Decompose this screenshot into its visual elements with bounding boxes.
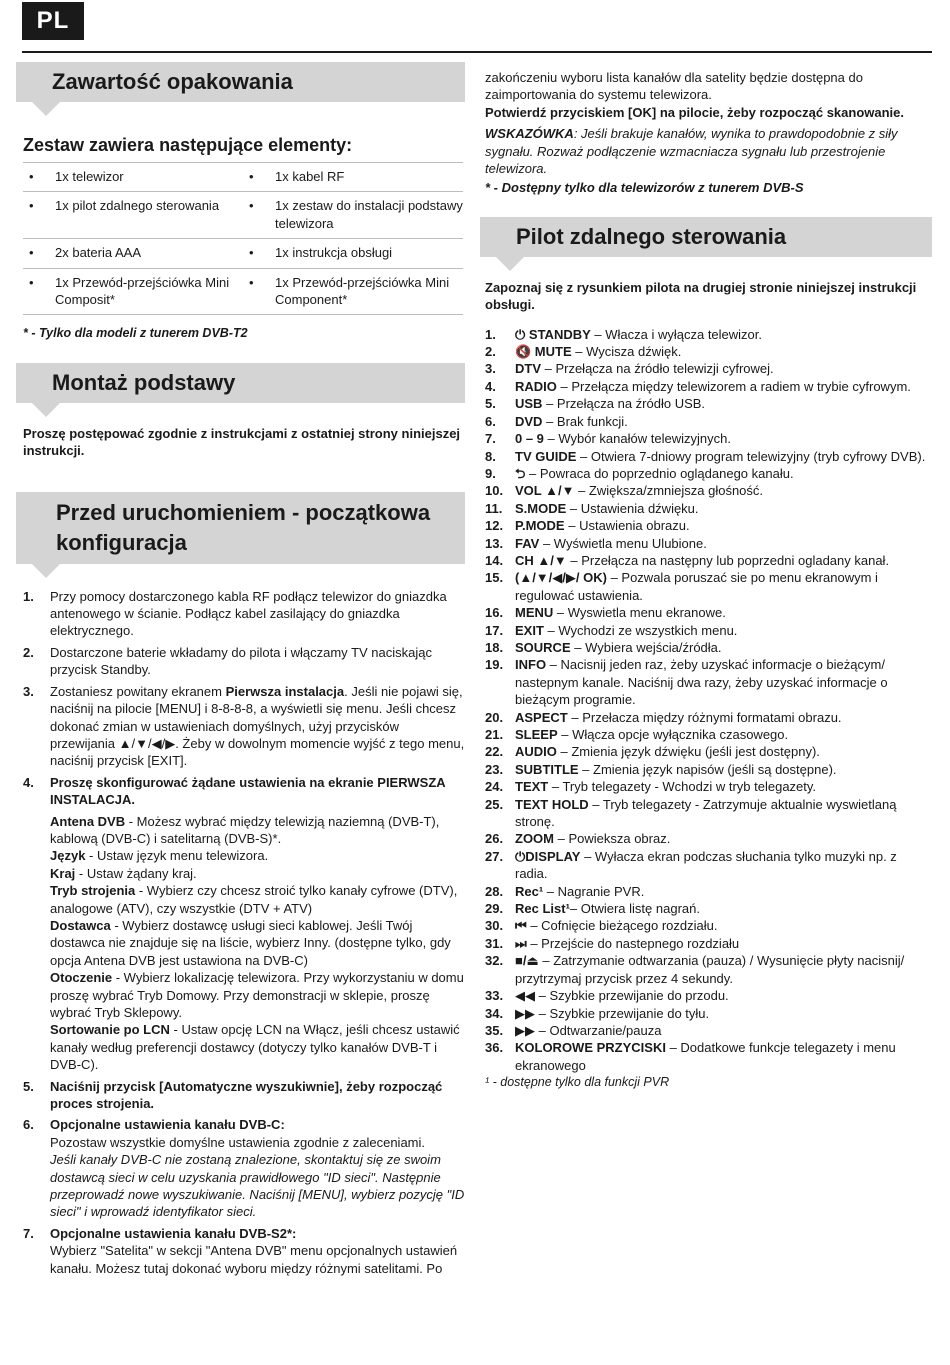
item-number: 14. (485, 552, 504, 568)
remote-button-name: MUTE (531, 344, 572, 360)
remote-button-name: KOLOROWE PRZYCISKI (515, 1040, 666, 1056)
item-text: 1x zestaw do instalacji podstawy telewizora (275, 198, 463, 231)
remote-button-name: DISPLAY (525, 848, 581, 864)
item-text (515, 552, 932, 569)
item-number: 24. (485, 779, 504, 795)
item-text: 1x telewizor (55, 169, 124, 184)
item-text (515, 413, 932, 430)
step-text: Przy pomocy dostarczonego kabla RF podłącz telewizor do gniazdka antenowego w ścianie. Podłącz kabel zasilający do gniazdka elektrycznego. (50, 588, 447, 639)
left-column (16, 62, 465, 1281)
remote-button-desc: – Wyświetla menu Ulubione. (539, 535, 707, 551)
table-cell (243, 268, 463, 315)
remote-button-desc: – Przełącza na następny lub poprzedni ogladany kanał. (566, 552, 890, 568)
step-text (50, 774, 465, 1074)
item-text (515, 395, 932, 412)
item-number: 3. (485, 361, 496, 377)
item-number: 9. (485, 465, 496, 481)
item-text (515, 622, 932, 639)
package-subheading: Zestaw zawiera następujące elementy: (23, 135, 353, 155)
continued-text (485, 69, 932, 121)
item-text (515, 935, 932, 952)
item-number: 22. (485, 744, 504, 760)
remote-button-name: USB (515, 396, 543, 412)
item-number: 28. (485, 883, 504, 899)
item-text (515, 569, 932, 604)
remote-button-name: SUBTITLE (515, 761, 579, 777)
remote-button-name: MENU (515, 605, 554, 621)
remote-button-name: TV GUIDE (515, 448, 577, 464)
remote-button-desc: – Wycisza dźwięk. (571, 344, 682, 360)
step-6-text: Pozostaw wszystkie domyślne ustawienia zgodnie z zaleceniami. (50, 1134, 426, 1150)
item-number: 17. (485, 622, 504, 638)
table-cell (243, 163, 463, 192)
remote-button-desc: – Otwiera listę nagrań. (569, 901, 700, 917)
remote-item (480, 761, 932, 778)
step-7-text: Wybierz "Satelita" w sekcji "Antena DVB" menu opcjonalnych ustawień kanału. Możesz tutaj dokonać wyboru między różnymi satelitami. Po (50, 1243, 458, 1276)
remote-button-icon: ⏭ (515, 935, 527, 951)
item-text (515, 656, 932, 708)
remote-item (480, 622, 932, 639)
remote-button-name: EXIT (515, 622, 544, 638)
step-number: 1. (23, 588, 34, 604)
remote-button-icon: ▶▶ (515, 1022, 535, 1038)
item-text (515, 639, 932, 656)
remote-heading: Pilot zdalnego sterowania (480, 217, 932, 257)
setting-environment (50, 969, 465, 1021)
item-number: 18. (485, 639, 504, 655)
remote-button-desc: – Wybiera wejścia/źródła. (570, 639, 722, 655)
setting-lcn (50, 1021, 465, 1073)
item-text (515, 517, 932, 534)
item-number: 33. (485, 988, 504, 1004)
remote-item (480, 900, 932, 917)
item-number: 8. (485, 448, 496, 464)
remote-button-desc: – Zatrzymanie odtwarzania (pauza) / Wysunięcie płyty nacisnij/ przytrzymaj przycisk przez 4 sekundy. (515, 953, 905, 986)
step-6-italic: Jeśli kanały DVB-C nie zostaną znalezione, skontaktuj się ze swoim dostawcą sieci w celu uzyskania prawidłowego "ID sieci". Następnie przeprowadź nowe wyszukiwanie. Naciśnij [MENU], wybierz pozycję "ID sieci" i wprowadź identyfikator sieci. (50, 1152, 465, 1220)
step-number: 3. (23, 683, 34, 699)
item-number: 5. (485, 396, 496, 412)
step-text: Naciśnij przycisk [Automatyczne wyszukiwnie], żeby rozpocząć proces strojenia. (50, 1078, 443, 1112)
list-item (243, 168, 463, 185)
remote-button-desc: – Przełacza między różnymi formatami obrazu. (567, 709, 842, 725)
item-text (515, 952, 932, 987)
item-text: 1x instrukcja obsługi (275, 245, 393, 261)
remote-button-desc: – Powraca do poprzednio oglądanego kanału. (525, 465, 794, 481)
list-item (23, 168, 243, 185)
remote-button-desc: – Dodatkowe funkcje telegazety i menu ekranowego (515, 1040, 896, 1073)
item-number: 16. (485, 605, 504, 621)
item-number: 11. (485, 500, 503, 516)
top-rule (22, 51, 932, 53)
remote-button-desc: – Szybkie przewijanie do tyłu. (535, 1005, 710, 1021)
setting-country (50, 865, 465, 882)
remote-item (480, 883, 932, 900)
remote-item (480, 656, 932, 708)
stand-text: Proszę postępować zgodnie z instrukcjami z ostatniej strony niniejszej instrukcji. (23, 425, 461, 459)
step-number: 7. (23, 1225, 34, 1241)
setup-step-2 (16, 644, 465, 679)
item-text (515, 535, 932, 552)
setting-desc: - Możesz wybrać między telewizją naziemną (DVB-T), kablową (DVB-C) i satelitarną (DVB-S)*. (50, 813, 440, 846)
step-text (50, 1116, 465, 1220)
setup-step-4 (16, 774, 465, 1074)
tip-text: : Jeśli brakuje kanałów, wynika to prawdopodobnie z siły sygnału. Rozważ podłączenie wzmacniacza sygnału lub przestrojenie telewizora. (485, 126, 898, 177)
remote-button-name: STANDBY (525, 326, 591, 342)
setting-desc: - Ustaw żądany kraj. (75, 865, 197, 881)
remote-button-desc: – Powieksza obraz. (554, 831, 671, 847)
item-text: 1x Przewód-przejściówka Mini Composit* (55, 274, 230, 308)
setting-desc: - Ustaw opcję LCN na Włącz, jeśli chcesz ustawić kanały według preferencji dostawcy (dotyczy tylko kanałów DVB-T i DVB-C). (50, 1022, 460, 1073)
item-text (515, 430, 932, 447)
remote-button-icon: ■/⏏ (515, 953, 539, 969)
remote-button-name: SLEEP (515, 727, 558, 742)
remote-button-desc: – Otwiera 7-dniowy program telewizyjny (tryb cyfrowy DVB). (576, 448, 926, 464)
continued-bold: Potwierdź przyciskiem [OK] na pilocie, żeby rozpocząć skanowanie. (485, 104, 905, 120)
list-item (23, 274, 243, 309)
step-4-title: Proszę skonfigurować żądane ustawienia na ekranie PIERWSZA INSTALACJA. (50, 774, 446, 808)
package-note: * - Tylko dla modeli z tunerem DVB-T2 (23, 326, 248, 341)
remote-button-name: ASPECT (515, 709, 568, 725)
setting-desc: - Wybierz dostawcę usługi sieci kablowej. Jeśli Twój dostawca nie znajduje się na liście, wybierz Inny. (dostępne tylko, gdy opcja Antena DVB jest ustawiona na DVB-C) (50, 917, 451, 968)
item-number: 2. (485, 344, 496, 360)
remote-button-desc: – Odtwarzanie/pauza (535, 1022, 662, 1038)
remote-item (480, 709, 932, 726)
setup-heading-line1: Przed uruchomieniem - początkowa (56, 499, 431, 525)
remote-button-desc: – Przełącza na źródło telewizji cyfrowej. (541, 361, 774, 377)
remote-item (480, 1039, 932, 1074)
setup-step-5 (16, 1078, 465, 1113)
item-text (515, 743, 932, 760)
remote-button-desc: – Tryb telegazety - Zatrzymuje aktualnie wyswietlaną stronę. (515, 796, 897, 830)
setup-step-3 (16, 683, 465, 770)
setup-heading (16, 492, 465, 564)
remote-button-name: VOL ▲/▼ (515, 483, 575, 499)
remote-item (480, 726, 932, 743)
first-install-label: Pierwsza instalacja (225, 683, 345, 699)
remote-item (480, 848, 932, 883)
remote-intro: Zapoznaj się z rysunkiem pilota na drugiej stronie niniejszej instrukcji obsługi. (485, 279, 917, 313)
item-text (515, 1022, 932, 1039)
remote-item (480, 413, 932, 430)
item-text: 1x pilot zdalnego sterowania (55, 198, 220, 214)
remote-button-name: SOURCE (515, 639, 571, 655)
item-text (515, 378, 932, 395)
item-number: 35. (485, 1022, 504, 1038)
step-number: 4. (23, 774, 34, 790)
remote-button-name: DTV (515, 361, 541, 377)
language-badge: PL (22, 2, 84, 40)
step-text (50, 683, 465, 770)
remote-button-desc: – Przełącza na źródło USB. (542, 396, 706, 412)
item-number: 26. (485, 831, 504, 847)
remote-item (480, 935, 932, 952)
setting-label: Kraj (50, 865, 76, 881)
remote-item (480, 378, 932, 395)
continued-body: zakończeniu wyboru lista kanałów dla satelity będzie dostępna do zaimportowania do systemu telewizora. (485, 70, 863, 103)
remote-item (480, 360, 932, 377)
item-number: 20. (485, 709, 504, 725)
remote-button-desc: – Przełącza między telewizorem a radiem w trybie cyfrowym. (556, 378, 911, 394)
package-heading: Zawartość opakowania (16, 62, 465, 102)
list-item (23, 197, 243, 214)
remote-button-name: ZOOM (515, 831, 554, 847)
bullet-icon: • (29, 274, 34, 290)
remote-button-name: INFO (515, 657, 547, 673)
remote-button-name: Rec¹ (515, 883, 544, 899)
item-text (515, 848, 932, 883)
item-number: 6. (485, 413, 496, 429)
remote-item (480, 552, 932, 569)
remote-button-desc: – Pozwala poruszać sie po menu ekranowym i regulować ustawienia. (515, 570, 878, 603)
remote-button-desc: – Zmienia język napisów (jeśli są dostępne). (578, 761, 837, 777)
right-column (480, 69, 932, 1092)
remote-button-name: Rec List¹ (515, 901, 570, 917)
pvr-footnote: ¹ - dostępne tylko dla funkcji PVR (485, 1075, 670, 1090)
remote-button-name: AUDIO (515, 744, 557, 760)
bullet-icon: • (29, 198, 34, 214)
item-text (515, 830, 932, 847)
remote-button-desc: – Wybór kanałów telewizyjnych. (543, 431, 731, 447)
remote-item (480, 917, 932, 934)
tip (485, 125, 932, 177)
table-row (23, 268, 463, 315)
package-contents-table (23, 162, 463, 315)
step-number: 5. (23, 1078, 34, 1094)
item-text (515, 343, 932, 360)
item-text: 1x kabel RF (275, 169, 345, 184)
remote-item (480, 500, 932, 517)
remote-item (480, 395, 932, 412)
step-text: Dostarczone baterie wkładamy do pilota i włączamy TV naciskając przycisk Standby. (50, 644, 432, 678)
item-text (515, 709, 932, 726)
remote-button-icon: 🔇 (515, 344, 532, 360)
remote-button-desc: – Zmienia język dźwięku (jeśli jest dostępny). (556, 744, 820, 760)
item-text (515, 326, 932, 343)
bullet-icon: • (249, 274, 254, 290)
remote-button-name: TEXT (515, 779, 549, 795)
remote-button-name: DVD (515, 413, 543, 429)
step-number: 6. (23, 1117, 34, 1133)
remote-button-desc: – Szybkie przewijanie do przodu. (535, 988, 729, 1004)
remote-button-desc: – Przejście do nastepnego rozdziału (526, 935, 740, 951)
remote-button-icon: ▶▶ (515, 1005, 535, 1021)
remote-item (480, 830, 932, 847)
table-cell (23, 163, 243, 192)
step-7-title: Opcjonalne ustawienia kanału DVB-S2*: (50, 1225, 297, 1241)
setting-tuning-mode (50, 882, 465, 917)
bullet-icon: • (249, 169, 254, 184)
bullet-icon: • (249, 245, 254, 261)
dvb-s-note: * - Dostępny tylko dla telewizorów z tunerem DVB-S (485, 180, 804, 196)
item-number: 15. (485, 570, 504, 586)
item-number: 30. (485, 918, 504, 934)
remote-button-icon: ⏮ (515, 918, 527, 934)
remote-button-desc: – Nagranie PVR. (543, 883, 645, 899)
table-cell (23, 192, 243, 239)
remote-button-desc: – Tryb telegazety - Wchodzi w tryb telegazety. (548, 779, 817, 795)
item-text (515, 726, 932, 743)
remote-item (480, 430, 932, 447)
remote-item (480, 778, 932, 795)
item-number: 12. (485, 518, 504, 534)
item-number: 25. (485, 796, 504, 812)
setting-label: Dostawca (50, 917, 111, 933)
remote-item (480, 517, 932, 534)
remote-button-icon: ⮌ (515, 465, 526, 481)
step-text-post: . Jeśli nie pojawi się, naciśnij na pilocie [MENU] i 8-8-8-8, a wyświetli się menu. Jeśli chcesz dokonać zmian w ustawieniach domyślnych, użyj przycisków przewijania ▲/▼/◀/▶. Żeby w dowolnym momencie wyjść z tego menu, naciśnij przycisk [EXIT]. (50, 683, 465, 769)
item-number: 23. (485, 761, 504, 777)
item-text (515, 883, 932, 900)
step-text (50, 1225, 465, 1277)
setting-label: Sortowanie po LCN (50, 1022, 170, 1038)
item-number: 7. (485, 431, 496, 447)
item-text (515, 987, 932, 1004)
item-text (515, 448, 932, 465)
setup-heading-line2: konfiguracja (56, 529, 187, 555)
item-text (515, 778, 932, 795)
remote-item (480, 482, 932, 499)
item-number: 21. (485, 727, 504, 742)
item-number: 1. (485, 326, 496, 342)
setting-label: Otoczenie (50, 970, 113, 986)
remote-button-icon: ◀◀ (515, 988, 535, 1004)
remote-button-name: TEXT HOLD (515, 796, 589, 812)
remote-button-desc: – Wychodzi ze wszystkich menu. (543, 622, 738, 638)
item-text (515, 500, 932, 517)
setup-step-7 (16, 1225, 465, 1277)
remote-item (480, 465, 932, 482)
item-text: 2x bateria AAA (55, 245, 141, 261)
item-text (515, 761, 932, 778)
remote-button-desc: – Wyswietla menu ekranowe. (553, 605, 726, 621)
remote-button-desc: – Ustawienia obrazu. (564, 518, 690, 534)
remote-button-name: S.MODE (515, 500, 567, 516)
bullet-icon: • (29, 245, 34, 261)
remote-item (480, 1022, 932, 1039)
remote-button-desc: – Wyłacza ekran podczas słuchania tylko muzyki np. z radia. (515, 848, 897, 882)
remote-item (480, 796, 932, 831)
remote-button-name: P.MODE (515, 518, 565, 534)
item-text: 1x Przewód-przejściówka Mini Component* (275, 274, 450, 308)
item-text (515, 917, 932, 934)
remote-item (480, 535, 932, 552)
remote-item (480, 1005, 932, 1022)
setup-steps (16, 588, 465, 1277)
table-row (23, 163, 463, 192)
remote-item (480, 569, 932, 604)
list-item (23, 244, 243, 261)
remote-item (480, 952, 932, 987)
setting-antenna (50, 813, 465, 848)
tip-label: WSKAZÓWKA (485, 126, 574, 142)
remote-button-desc: – Włacza i wyłącza telewizor. (590, 326, 763, 342)
item-number: 31. (485, 935, 504, 951)
remote-button-desc: – Włącza opcje wyłącznika czasowego. (557, 727, 789, 742)
item-text (515, 604, 932, 621)
remote-item (480, 743, 932, 760)
remote-item (480, 448, 932, 465)
remote-buttons-list (480, 326, 932, 1074)
item-text (515, 1005, 932, 1022)
table-cell (23, 268, 243, 315)
item-text (515, 900, 932, 917)
remote-button-name: 0 – 9 (515, 431, 544, 447)
list-item (243, 197, 463, 232)
item-number: 13. (485, 535, 504, 551)
remote-item (480, 604, 932, 621)
remote-button-icon: ⏻ (515, 848, 526, 864)
remote-button-desc: – Ustawienia dźwięku. (566, 500, 699, 516)
setting-language (50, 847, 465, 864)
table-cell (243, 239, 463, 268)
item-number: 32. (485, 953, 504, 969)
remote-button-desc: – Brak funkcji. (542, 413, 628, 429)
item-number: 36. (485, 1040, 504, 1056)
item-text (515, 360, 932, 377)
remote-button-name: RADIO (515, 378, 557, 394)
step-6-title: Opcjonalne ustawienia kanału DVB-C: (50, 1117, 285, 1133)
setting-desc: - Wybierz czy chcesz stroić tylko kanały cyfrowe (DTV), analogowe (ATV), czy wszystkie (DTV + ATV) (50, 883, 458, 916)
table-cell (23, 239, 243, 268)
remote-item (480, 639, 932, 656)
remote-button-desc: – Nacisnij jeden raz, żeby uzyskać informacje o bieżącym/ nastepnym kanale. Naciśnij dwa razy, żeby uzyskać informacje o bieżącym programie. (515, 657, 888, 708)
item-number: 10. (485, 483, 504, 499)
remote-button-name: CH ▲/▼ (515, 552, 567, 568)
item-text (515, 482, 932, 499)
setting-desc: - Wybierz lokalizację telewizora. Przy wykorzystaniu w domu proszę wybrać Tryb Domowy. Przy demonstracji w sklepie, proszę wybrać Tryb Sklepowy. (50, 970, 464, 1020)
step-text-pre: Zostaniesz powitany ekranem (50, 683, 226, 699)
remote-button-icon: ⏻ (515, 326, 526, 342)
remote-button-name: (▲/▼/◀/▶/ OK) (515, 570, 607, 586)
item-text (515, 465, 932, 482)
item-text (515, 796, 932, 831)
setup-step-1 (16, 588, 465, 640)
list-item (243, 274, 463, 309)
item-text (515, 1039, 932, 1074)
setting-provider (50, 917, 465, 969)
item-number: 29. (485, 901, 504, 917)
stand-heading: Montaż podstawy (16, 363, 465, 403)
table-row (23, 239, 463, 268)
list-item (243, 244, 463, 261)
item-number: 19. (485, 657, 504, 673)
item-number: 34. (485, 1005, 504, 1021)
remote-item (480, 326, 932, 343)
step-number: 2. (23, 644, 34, 660)
setting-label: Język (50, 848, 86, 864)
bullet-icon: • (29, 169, 34, 184)
setting-desc: - Ustaw język menu telewizora. (85, 848, 269, 864)
remote-button-desc: – Zwiększa/zmniejsza głośność. (574, 483, 764, 499)
setting-label: Tryb strojenia (50, 883, 136, 899)
table-row (23, 192, 463, 239)
bullet-icon: • (249, 198, 254, 214)
remote-button-desc: – Cofnięcie bieżącego rozdziału. (526, 918, 718, 934)
setting-label: Antena DVB (50, 813, 126, 829)
remote-item (480, 343, 932, 360)
setup-step-6 (16, 1116, 465, 1220)
item-number: 27. (485, 848, 504, 864)
remote-button-name: FAV (515, 535, 540, 551)
remote-item (480, 987, 932, 1004)
table-cell (243, 192, 463, 239)
item-number: 4. (485, 378, 496, 394)
